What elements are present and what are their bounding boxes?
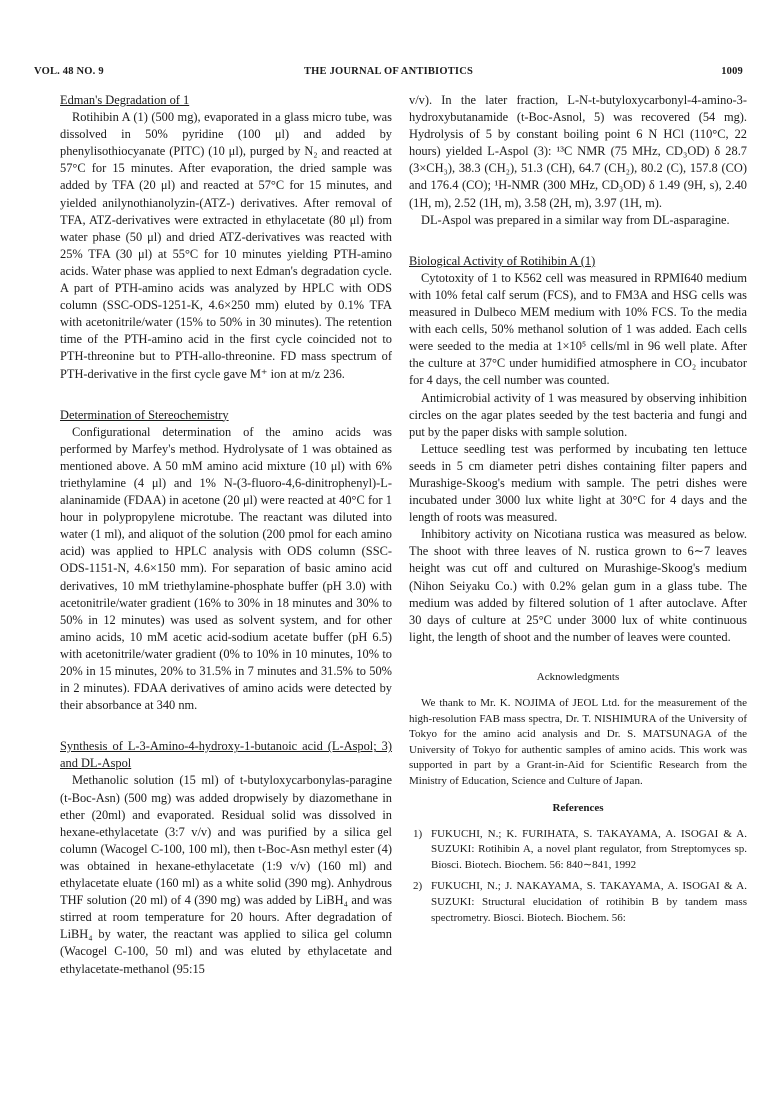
reference-number: 1) bbox=[413, 827, 423, 840]
synthesis-paragraph: Methanolic solution (15 ml) of t-butyloxycarbonylas-paragine (t-Boc-Asn) (500 mg) was added dropwisely by diazomethane in ether (20ml) and evaporated. Residual solid was dissolved in hexane-ethylacetate (3:7 v/v) and was purified by a silica gel column (Wacogel C-100, 100 ml), then t-Boc-Asn methyl ester (4) was obtained in hexane-ethylacetate (1:9 v/v) (160 ml) and ethylacetate eluate (160 ml) as a white solid (390 mg). Anhydrous THF solution (20 ml) of 4 (390 mg) was added by LiBH₄ and was stirred at room temperature for 20 hours. After degradation of LiBH₄ by water, the reactant was applied to silica gel column (Wacogel C-100, 50 ml) and was eluted by ethylacetate and ethylacetate-methanol (95:15 bbox=[60, 773, 392, 976]
acknowledgments-heading: Acknowledgments bbox=[536, 670, 620, 683]
volume-issue: VOL. 48 NO. 9 bbox=[34, 66, 104, 77]
acknowledgments-paragraph: We thank to Mr. K. NOJIMA of JEOL Ltd. for the measurement of the high-resolution FAB mass spectra, Dr. T. NISHIMURA of the University of Tokyo for the amino acid analysis and Dr. S. MATSUNAGA of the University of Tokyo for authentic samples of amino acids. This work was supported in part by a Grant-in-Aid for Scientific Research from the Ministry of Education, Science and Culture of Japan. bbox=[409, 697, 747, 787]
edman-heading: Edman's Degradation of 1 bbox=[60, 93, 190, 107]
cytotoxicity-paragraph: Cytotoxity of 1 to K562 cell was measured in RPMI640 medium with 10% fetal calf serum (FCS), and to FM3A and HSG cells was measured in Dulbeco MEM medium with 10% FCS. To the media with each cells, 50% methanol solution of 1 was added. Each cells were seeded to the media at 1×10⁵ cells/ml in 96 well plate. After the culture at 37°C under humidified atmosphere in CO₂ incubator for 4 days, the cell number was counted. bbox=[409, 270, 747, 388]
reference-item bbox=[409, 827, 747, 874]
left-column bbox=[60, 92, 392, 978]
edman-paragraph: Rotihibin A (1) (500 mg), evaporated in a glass micro tube, was dissolved in 50% pyridine (100 μl) and added by phenylisothiocyanate (PITC) (10 μl), purged by N₂ and reacted at 57°C for 15 minutes. After evaporation, the dried sample was added by TFA (20 μl) and reacted at 57°C for 15 minutes, and yielded anilynothianolyzin-(ATZ-) derivatives. After removal of TFA, ATZ-derivatives were extracted in ethylacetate (80 μl) from water phase (50 μl) and dried ATZ-derivatives was reacted with 25% TFA (30 μl) at 55°C for 10 minutes yielding PTH-amino acids. Water phase was applied to next Edman's degradation cycle. A part of PTH-amino acids was analyzed by HPLC with ODS column (SSC-ODS-1251-K, 4.6×250 mm) eluted by 0.1% TFA with acetonitrile/water (15% to 50% in 30 minutes). The retention time of the PTH-amino acid in the first cycle coincided not to PTH-threonine but to PTH-allo-threonine. FD mass spectrum of PTH-derivative in the first cycle gave M⁺ ion at m/z 236. bbox=[60, 110, 392, 381]
reference-number: 2) bbox=[413, 880, 423, 893]
stereochemistry-heading: Determination of Stereochemistry bbox=[60, 407, 229, 422]
nicotiana-paragraph: Inhibitory activity on Nicotiana rustica was measured as below. The shoot with three leaves of N. rustica grown to 6∼7 leaves height was cut off and cultured on Murashige-Skoog's medium (Nihon Seiyaku Co.) with 0.2% gelan gum in a glass tube. The medium was added by filtered solution of 1 after autoclave. After 30 days of culture at 25°C under 3000 lux of white continuous light, the length of shoot and the number of leaves were counted. bbox=[409, 527, 747, 644]
reference-item bbox=[409, 879, 747, 926]
lettuce-test-paragraph: Lettuce seedling test was performed by incubating ten lettuce seeds in 5 cm diameter petri dishes containing filter papers and Murashige-Skoog's medium with sample. The petri dishes were incubated under 3000 lux white light at 30°C for 4 days and the length of roots was measured. bbox=[409, 441, 747, 525]
dl-aspol-paragraph: DL-Aspol was prepared in a similar way from DL-asparagine. bbox=[421, 212, 730, 227]
synthesis-heading: Synthesis of L-3-Amino-4-hydroxy-1-butanoic acid (L-Aspol; 3) and DL-Aspol bbox=[60, 739, 392, 771]
stereochemistry-paragraph: Configurational determination of the amino acids was performed by Marfey's method. Hydrolysate of 1 was obtained as mentioned above. A 50 mM amino acid mixture (10 μl) with 6% triethylamine (4 μl) and 1% N-(3-fluoro-4,6-dinitrophenyl)-L-alaninamide (FDAA) in acetone (20 μl) were reacted at 40°C for 1 hour in polypropylene microtube. The reactant was diluted into water (1 ml), and aliquot of the solution (200 pmol for each amino acid) was applied to HPLC analysis with ODS column (SSC-ODS-1151-N, 4.6×150 mm). For separation of basic amino acid derivatives, 10 mM triethylamine-phosphate buffer (pH 3.0) with acetonitrile/water gradient (16% to 30% in 18 minutes and 30% to 50% in 12 minutes) was used as solvent system, and for other amino acids, 10 mM acetic acid-sodium acetate buffer (pH 6.5) with acetonitrile/water gradient (0% to 10% in 10 minutes, 10% to 20% in 15 minutes, 20% to 31.5% in 7 minutes and 31.5% to 50% in 2 minutes). FDAA derivatives of amino acids were detected by their absorbance at 340 nm. bbox=[60, 424, 392, 713]
biological-activity-heading: Biological Activity of Rotihibin A (1) bbox=[409, 253, 596, 268]
antimicrobial-paragraph: Antimicrobial activity of 1 was measured by observing inhibition circles on the agar plates seeded by the test bacteria and fungi and put by the paper disks with sample solution. bbox=[409, 390, 747, 439]
synthesis-continued-paragraph: v/v). In the later fraction, L-N-t-butyloxycarbonyl-4-amino-3-hydroxybutanamide (t-Boc-Asnol, 5) was recovered (54 mg). Hydrolysis of 5 by constant boiling point 6 N HCl (110°C, 22 hours) yielded L-Aspol (3): ¹³C NMR (75 MHz, CD₃OD) δ 28.7 (3×CH₃), 38.3 (CH₂), 51.3 (CH), 64.7 (CH₂), 80.2 (C), 157.8 (CO) and 176.4 (CO); ¹H-NMR (300 MHz, CD₃OD) δ 1.49 (9H, s), 2.40 (1H, m), 2.52 (1H, m), 3.58 (2H, m), 3.97 (1H, m). bbox=[409, 93, 747, 210]
journal-title: THE JOURNAL OF ANTIBIOTICS bbox=[303, 66, 474, 77]
right-column bbox=[409, 92, 747, 932]
page-number: 1009 bbox=[721, 66, 743, 77]
reference-text: FUKUCHI, N.; K. FURIHATA, S. TAKAYAMA, A. ISOGAI & A. SUZUKI: Rotihibin A, a novel plant regulator, from Streptomyces sp. Biosci. Biotech. Biochem. 56: 840∼841, 1992 bbox=[431, 827, 747, 871]
reference-text: FUKUCHI, N.; J. NAKAYAMA, S. TAKAYAMA, A. ISOGAI & A. SUZUKI: Structural elucidation of rotihibin B by tandem mass spectrometry. Biosci. Biotech. Biochem. 56: bbox=[431, 880, 747, 924]
references-heading: References bbox=[552, 801, 604, 814]
running-header bbox=[34, 66, 743, 82]
